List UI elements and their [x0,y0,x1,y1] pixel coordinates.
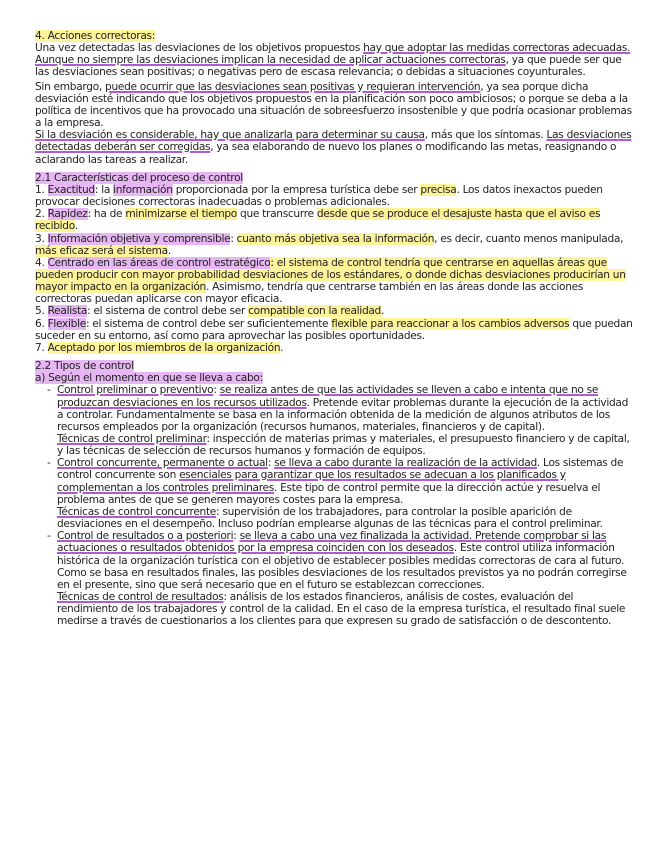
text-span: : [213,384,220,397]
control-type-preliminary [45,384,633,457]
text-span: . [74,220,78,233]
text-span: Si la desviación es considerable, hay que analizarla para determinar su causa [35,129,425,142]
text-span: más eficaz será el sistema [35,244,168,257]
section-4-paragraph-2 [35,81,633,130]
text-span: a) Según el momento en que se lleva a cabo: [35,372,263,385]
control-type-concurrent [45,457,633,530]
characteristic-item [35,184,633,208]
text-span: 1. [35,183,48,196]
section-2-2-title [35,360,633,372]
text-span: Una vez detectadas las desviaciones de los objetivos propuestos [35,42,364,55]
text-span: Las desviaciones detectadas deberán ser corregidas [35,129,632,154]
section-4-title [35,30,633,42]
text-span: 2.1 Características del proceso de control [35,171,243,184]
section-4-paragraph-3 [35,129,633,165]
characteristic-item [35,305,633,317]
techniques-preliminary [57,433,633,457]
text-span: Control preliminar o preventivo [57,384,214,397]
characteristic-item [35,318,633,342]
text-span: se realiza antes de que las actividades se lleven a cabo e intenta que no se produzcan desviaciones en los recursos utilizados [57,384,599,409]
text-span: . [380,305,385,318]
text-span: información [113,183,173,196]
text-span: . Asimismo, tendría que centrarse también en las áreas donde las acciones correctoras puedan aplicarse con mayor eficacia. [35,281,584,306]
text-span: . Este tipo de control permite que la dirección actúe y resuelva el problema antes de que se generen mayores costes para la empresa. [57,481,601,506]
techniques-results [57,591,633,627]
text-span: 5. [35,305,48,318]
text-span: . Pretende evitar problemas durante la ejecución de la actividad a controlar. Fundamentalmente se basa en la información obtenida de la medición de algunos atributos de los recursos empleados por la organización (recursos humanos, materiales, financieros y de capital). [57,396,629,433]
text-span: . [280,341,284,354]
control-type-results [45,530,633,627]
text-span: , es decir, cuanto menos manipulada, [434,232,624,245]
text-span: : el sistema de control debe ser suficientemente [85,317,332,330]
text-span: Aceptado por los miembros de la organización [47,341,281,354]
text-span: se lleva a cabo durante la realización de la actividad [274,457,537,470]
text-span: : inspección de materias primas y materiales, el presupuesto financiero y de capital, y las técnicas de selección de recursos humanos y formación de equipos. [57,433,630,458]
text-span: : supervisión de los trabajadores, para controlar la posible aparición de desviaciones en el desempeño. Incluso podrían emplearse algunas de las técnicas para el control preliminar. [57,505,603,531]
text-span: Exactitud [47,183,95,196]
text-span: Centrado en las áreas de control estratégico [47,256,271,269]
text-span: . Los sistemas de control concurrente son [57,457,624,482]
text-span: : la [94,183,114,196]
text-span: Información objetiva y comprensible [47,232,231,245]
text-span: cuanto más objetiva sea la información [236,232,435,245]
text-span: compatible con la realidad [248,305,381,318]
text-span: Flexible [47,317,86,330]
text-span: : [267,457,275,470]
text-span: que transcurre [236,208,317,221]
text-span: que puedan suceder en su entorno, así como para aprovechar las posibles oportunidades. [35,317,633,342]
text-span: . Los datos inexactos pueden provocar decisiones correctoras inadecuadas o problemas adicionales. [35,183,603,209]
section-2-1-title [35,172,633,184]
characteristic-item [35,233,633,257]
characteristic-item [35,257,633,306]
text-span: Control concurrente, permanente o actual [57,457,268,470]
text-span: esenciales para garantizar que los resultados se adecuan a los planificados y complementan a los controles preliminares [57,469,566,494]
text-span: 4. [35,256,48,269]
text-span: Sin embargo, [35,80,106,93]
text-span: Rapidez [47,208,88,221]
text-span: , ya sea elaborando de nuevo los planes o modificando las metas, reasignando o aclarando las tareas a realizar. [35,141,617,166]
text-span: precisa [420,183,457,196]
text-span: se lleva a cabo una vez finalizada la actividad. Pretende comprobar si las actuaciones o resultados obtenidos por la empresa coinciden con los deseados [57,530,607,555]
text-span: hay que adoptar las medidas correctoras adecuadas. Aunque no siempre las desviaciones implican la necesidad de aplicar actuaciones correctoras [35,42,631,67]
text-span: Realista [47,305,88,318]
text-span: : ha de [87,208,126,221]
text-span: proporcionada por la empresa turística debe ser [172,183,421,196]
text-span: desde que se produce el desajuste hasta que el aviso es recibido [35,208,601,233]
text-span: 2.2 Tipos de control [35,360,134,373]
text-span: . [167,244,171,257]
text-span: minimizarse el tiempo [125,208,237,221]
text-span: Control de resultados o a posteriori [57,530,234,543]
text-span: , más que los síntomas. [424,129,547,142]
text-span: flexible para reaccionar a los cambios adversos [331,317,570,330]
text-span: . Este control utiliza información histórica de la organización turística con el objetivo de establecer posibles medidas correctoras de cara al futuro. Como se basa en resultados finales, las posibles desviaciones de los resultados previstos ya no podrán corregirse en el presente, sino que será necesario que en el futuro se establezcan correcciones. [57,542,627,591]
text-span: : el sistema de control tendría que centrarse en aquellas áreas que pueden producir con mayor probabilidad desviaciones de los estándares, o donde dichas desviaciones producirían un mayor impacto en la organización [35,256,626,294]
characteristic-item [35,342,633,354]
text-span: : [233,530,240,543]
characteristic-item [35,208,633,232]
text-span: , ya sea porque dicha desviación esté indicando que los objetivos propuestos en la planificación son poco ambiciosos; o porque se deba a la política de incentivos que ha provocado una situación de sobreesfuerzo insostenible y que podría ocasionar problemas a la empresa. [35,80,632,130]
text-span: 3. [35,232,48,245]
text-span: 4. Acciones correctoras: [35,30,156,42]
text-span: : análisis de los estados financieros, análisis de costes, evaluación del rendimiento de los trabajadores y control de la calidad. En el caso de la empresa turística, el resultado final suele medirse a través de cuestionarios a los clientes para que expresen su grado de satisfacción o de descontento. [57,591,626,628]
text-span: 2. [35,208,48,221]
subsection-a-title [35,372,633,384]
section-4-paragraph-1 [35,42,633,78]
techniques-concurrent [57,506,633,530]
text-span: : el sistema de control debe ser [87,305,249,318]
text-span: , ya que puede ser que las desviaciones sean positivas; o negativas pero de escasa relevancia; o debidas a situaciones coyunturales. [35,54,622,79]
text-span: Técnicas de control preliminar [57,433,207,445]
text-span: : [230,232,237,245]
text-span: Técnicas de control concurrente [57,505,217,518]
text-span: puede ocurrir que las desviaciones sean positivas y requieran intervención [105,80,481,93]
text-span: Técnicas de control de resultados [57,591,224,604]
text-span: 6. [35,317,48,330]
text-span: 7. [35,341,48,354]
